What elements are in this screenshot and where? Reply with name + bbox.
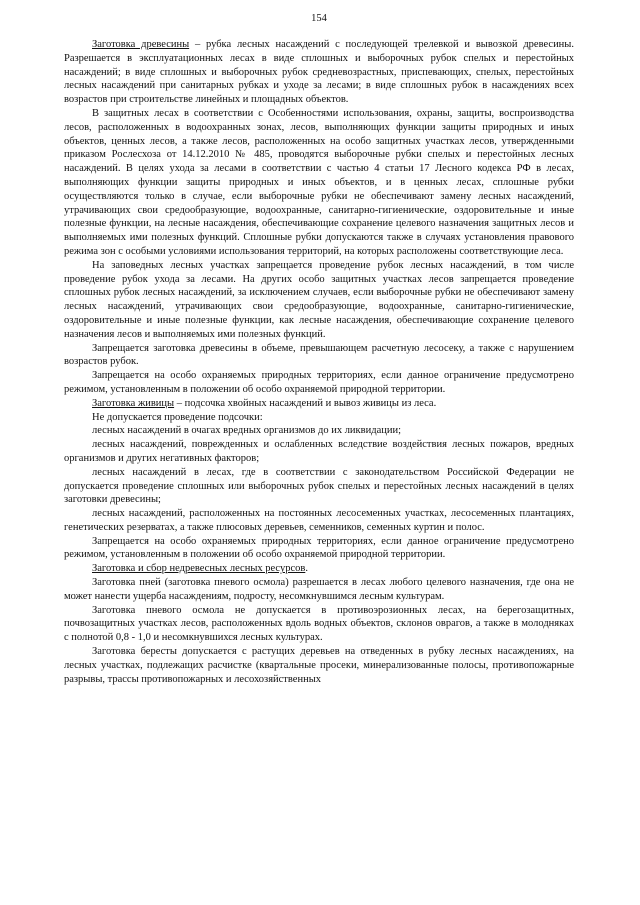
paragraph: Заготовка пней (заготовка пневого осмола) разрешается в лесах любого целевого назначения, где она не может нанести ущерба насаждениям, подросту, несомкнувшимся лесным культурам.: [64, 577, 574, 602]
paragraph-resin-harvesting: [64, 397, 574, 411]
document-page: [64, 13, 574, 686]
paragraph-text: – подсочка хвойных насаждений и вывоз живицы из леса.: [174, 397, 437, 409]
paragraph-text: – рубка лесных насаждений с последующей трелевкой и вывозкой древесины. Разрешается в эксплуатационных лесах в виде сплошных и выборочных рубок спелых и перестойных насаждений; в виде сплошных и выборочных рубок средневозрастных, приспевающих, спелых, перестойных лесных насаждений при санитарных рубках и уходе за лесами; в виде сплошных рубок в насаждениях всех возрастов при строительстве линейных и площадных объектов.: [64, 39, 574, 106]
paragraph: Заготовка пневого осмола не допускается в противоэрозионных лесах, на берегозащитных, почвозащитных участках лесов, расположенных вдоль водных объектов, склонов оврагов, а также в молодняках с полнотой 0,8 - 1,0 и несомкнувшихся лесных культурах.: [64, 604, 574, 644]
term-timber-harvesting: Заготовка древесины: [92, 39, 190, 50]
page-number: 154: [311, 13, 327, 24]
list-item: лесных насаждений в очагах вредных организмов до их ликвидации;: [92, 425, 402, 437]
paragraph: Запрещается на особо охраняемых природных территориях, если данное ограничение предусмотрено режимом, установленным в положении об особо охраняемой природной территории.: [64, 535, 574, 561]
term-non-timber-resources: Заготовка и сбор недревесных лесных ресурсов: [92, 563, 306, 575]
paragraph: Заготовка бересты допускается с растущих деревьев на отведенных в рубку лесных насаждениях, на лесных участках, подлежащих расчистке (квартальные просеки, минерализованные полосы, противопожарные разрывы, трассы противопожарных и лесохозяйственных: [64, 646, 574, 685]
paragraph-non-timber: [64, 562, 574, 576]
paragraph: Запрещается заготовка древесины в объеме, превышающем расчетную лесосеку, а также с нарушением возрастов рубок.: [64, 342, 574, 368]
paragraph: В защитных лесах в соответствии с Особенностями использования, охраны, защиты, воспроизводства лесов, расположенных в водоохранных зонах, лесов, выполняющих функции защиты природных и иных объектов, ценных лесов, а также лесов, расположенных на особо защитных участках лесов, утвержденными приказом Рослесхоза от 14.12.2010 № 485, проводятся выборочные рубки спелых и перестойных лесных насаждений. В целях ухода за лесами в соответствии с частью 4 статьи 17 Лесного кодекса РФ в лесах, выполняющих функции защиты природных и иных объектов, и в ценных лесах, сплошные рубки осуществляются только в случае, если выборочные рубки не обеспечивают замену лесных насаждений, утрачивающих свои средообразующие, водоохранные, санитарно-гигиенические, оздоровительные и иные полезные функции, на лесные насаждения, обеспечивающие сохранение целевого назначения защитных лесов и выполняемых ими полезных функций. Сплошные рубки допускаются также в случаях установления правового режима зон с особыми условиями использования территорий, на которых расположены соответствующие леса.: [64, 107, 574, 257]
list-item: лесных насаждений, поврежденных и ослабленных вследствие воздействия лесных пожаров, вредных организмов и других негативных факторов;: [64, 439, 574, 464]
paragraph-text: .: [305, 563, 308, 575]
paragraph: На заповедных лесных участках запрещается проведение рубок лесных насаждений, в том числе проведение рубок ухода за лесами. На других особо защитных участках лесов запрещается проведение сплошных рубок лесных насаждений, за исключением случаев, если выборочные рубки не обеспечивают замену лесных насаждений, утрачивающих свои средообразующие, водоохранные, санитарно-гигиенические, оздоровительные и иные полезные функции, как лесные насаждения, обеспечивающие сохранение целевого назначения лесов и выполняемых ими полезных функций.: [64, 259, 574, 340]
list-item: лесных насаждений в лесах, где в соответствии с законодательством Российской Федерации не допускается проведение сплошных или выборочных рубок спелых и перестойных лесных насаждений в целях заготовки древесины;: [64, 466, 574, 506]
paragraph: Не допускается проведение подсочки:: [92, 411, 263, 423]
paragraph-timber-harvesting: [64, 38, 574, 107]
term-resin-harvesting: Заготовка живицы: [92, 397, 175, 409]
list-item: лесных насаждений, расположенных на постоянных лесосеменных участках, лесосеменных плантациях, генетических резерватах, а также плюсовых деревьев, семенников, семенных куртин и полос.: [64, 508, 574, 533]
paragraph: Запрещается на особо охраняемых природных территориях, если данное ограничение предусмотрено режимом, установленным в положении об особо охраняемой природной территории.: [64, 370, 574, 395]
